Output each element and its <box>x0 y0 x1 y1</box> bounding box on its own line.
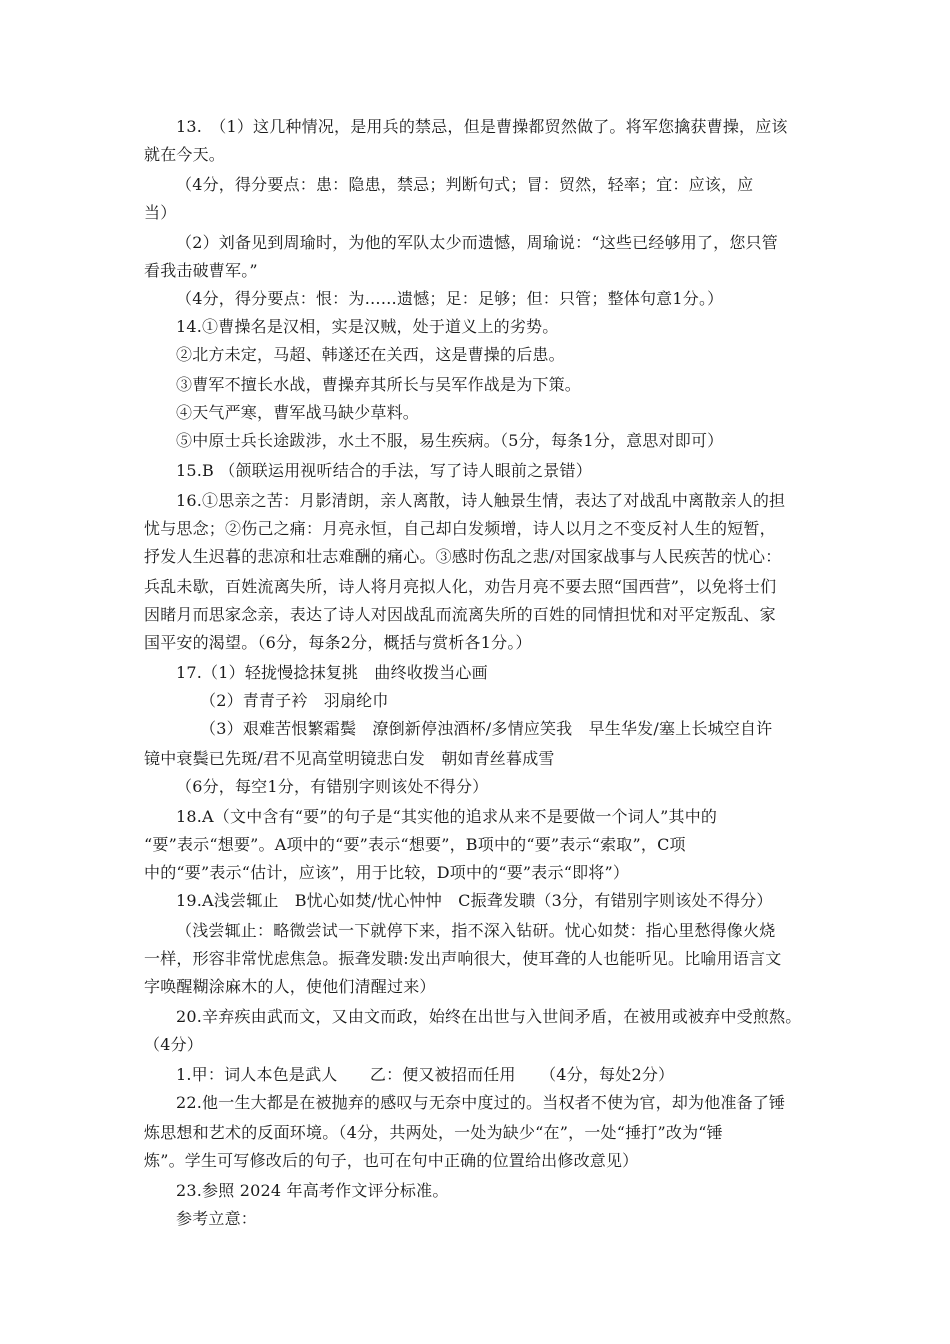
answer-16-line4: 兵乱未歇，百姓流离失所，诗人将月亮拟人化，劝告月亮不要去照“国西营”，以免将士们 <box>144 577 777 596</box>
answer-17-part1: 17.（1）轻拢慢捻抹复挑 曲终收拨当心画 <box>176 663 488 682</box>
answer-20-line2: （4分） <box>144 1035 203 1054</box>
answer-13-part1-line1: 13. （1）这几种情况，是用兵的禁忌，但是曹操都贸然做了。将军您擒获曹操，应该 <box>176 117 788 136</box>
scoring-note-13-2: （4分，得分要点：恨：为……遗憾；足：足够；但：只管；整体句意1分。） <box>176 289 724 308</box>
answer-14-item2: ②北方未定，马超、韩遂还在关西，这是曹操的后患。 <box>176 345 565 364</box>
answer-16-line6: 国平安的渴望。（6分，每条2分，概括与赏析各1分。） <box>144 633 532 652</box>
answer-13-part2-line1: （2）刘备见到周瑜时，为他的军队太少而遗憾，周瑜说：“这些已经够用了，您只管 <box>176 233 778 252</box>
answer-16-line5: 因睹月而思家念亲，表达了诗人对因战乱而流离失所的百姓的同情担忧和对平定叛乱、家 <box>144 605 776 624</box>
answer-14-item4: ④天气严寒，曹军战马缺少草料。 <box>176 403 420 422</box>
answer-18-line3: 中的“要”表示“估计，应该”，用于比较，D项中的“要”表示“即将”） <box>144 863 630 882</box>
answer-22-line2: 炼思想和艺术的反面环境。（4分，共两处，一处为缺少“在”，一处“捶打”改为“锤 <box>144 1123 723 1142</box>
answer-18-line2: “要”表示“想要”。A项中的“要”表示“想要”，B项中的“要”表示“索取”，C项 <box>144 835 686 854</box>
answer-23: 23.参照 2024 年高考作文评分标准。 <box>176 1181 449 1200</box>
answer-19-note-line2: 一样，形容非常忧虑焦急。振聋发聩:发出声响很大，使耳聋的人也能听见。比喻用语言文 <box>144 949 782 968</box>
scoring-note-13-1-line1: （4分，得分要点：患：隐患，禁忌；判断句式；冒：贸然，轻率；宜：应该，应 <box>176 175 754 194</box>
answer-19-note-line3: 字唤醒糊涂麻木的人，使他们清醒过来） <box>144 977 436 996</box>
answer-19-note-line1: （浅尝辄止：略微尝试一下就停下来，指不深入钻研。忧心如焚：指心里愁得像火烧 <box>176 921 776 940</box>
scoring-note-13-1-line2: 当） <box>144 203 177 222</box>
answer-16-line2: 忧与思念；②伤己之痛：月亮永恒，自己却白发频增，诗人以月之不变反衬人生的短暂， <box>144 519 776 538</box>
answer-13-part2-line2: 看我击破曹军。” <box>144 261 258 280</box>
answer-16-line1: 16.①思亲之苦：月影清朗，亲人离散，诗人触景生情，表达了对战乱中离散亲人的担 <box>176 491 786 510</box>
answer-16-line3: 抒发人生迟暮的悲凉和壮志难酬的痛心。③感时伤乱之悲/对国家战事与人民疾苦的忧心： <box>144 547 782 566</box>
answer-14-item3: ③曹军不擅长水战，曹操弃其所长与吴军作战是为下策。 <box>176 375 582 394</box>
answer-18-line1: 18.A（文中含有“要”的句子是“其实他的追求从来不是要做一个词人”其中的 <box>176 807 718 826</box>
answer-20-line1: 20.辛弃疾由武而文，又由文而政，始终在出世与入世间矛盾，在被用或被弃中受煎熬。 <box>176 1007 802 1026</box>
answer-21: 1.甲：词人本色是武人 乙：便又被招而任用 （4分，每处2分） <box>176 1065 675 1084</box>
scoring-note-17: （6分，每空1分，有错别字则该处不得分） <box>176 777 489 796</box>
answer-19: 19.A浅尝辄止 B忧心如焚/忧心忡忡 C振聋发聩（3分，有错别字则该处不得分） <box>176 891 773 910</box>
answer-15: 15.B （颌联运用视听结合的手法，写了诗人眼前之景错） <box>176 461 592 480</box>
answer-22-line1: 22.他一生大都是在被抛弃的感叹与无奈中度过的。当权者不使为官，却为他准备了锤 <box>176 1093 786 1112</box>
answer-13-part1-line2: 就在今天。 <box>144 145 226 164</box>
answer-22-line3: 炼”。学生可写修改后的句子，也可在句中正确的位置给出修改意见） <box>144 1151 639 1170</box>
reference-idea-heading: 参考立意： <box>176 1209 258 1228</box>
answer-17-part3-line2: 镜中衰鬓已先斑/君不见高堂明镜悲白发 朝如青丝暮成雪 <box>144 749 555 768</box>
answer-17-part2: （2）青青子衿 羽扇纶巾 <box>200 691 389 710</box>
answer-17-part3-line1: （3）艰难苦恨繁霜鬓 潦倒新停浊酒杯/多情应笑我 早生华发/塞上长城空自许 <box>200 719 773 738</box>
answer-14-item1: 14.①曹操名是汉相，实是汉贼，处于道义上的劣势。 <box>176 317 559 336</box>
answer-14-item5: ⑤中原士兵长途跋涉，水土不服，易生疾病。（5分，每条1分，意思对即可） <box>176 431 724 450</box>
